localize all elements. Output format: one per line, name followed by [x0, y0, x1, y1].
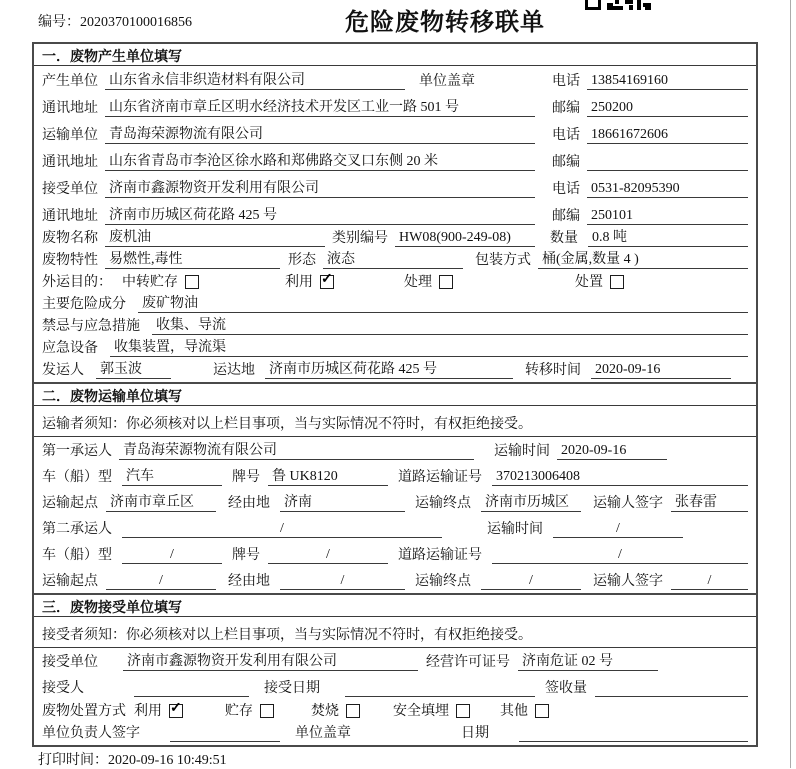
- license-label: 经营许可证号: [426, 655, 510, 670]
- receiver-date2-value: [519, 741, 748, 742]
- producer-phone-label: 电话: [552, 74, 580, 89]
- transfer-time-label: 转移时间: [525, 363, 581, 378]
- vehicle2-label: 车（船）型: [42, 548, 112, 563]
- manager-sign-value: [170, 741, 280, 742]
- transfer-time-value: 2020-09-16: [591, 362, 731, 379]
- purpose-option-2-checkbox: [439, 275, 453, 289]
- purpose-option-2-label: 处理: [404, 275, 432, 290]
- transport-phone-label: 电话: [552, 128, 580, 143]
- via2-label: 经由地: [228, 574, 270, 589]
- producer-phone-value: 13854169160: [587, 73, 748, 90]
- disposal-option-3-checkbox: [456, 704, 470, 718]
- manifest-table: [32, 42, 758, 747]
- origin2-value: /: [106, 573, 216, 590]
- receiver-person-label: 接受人: [42, 681, 84, 696]
- purpose-option-0-label: 中转贮存: [122, 275, 178, 290]
- destination-value: 济南市历城区荷花路 425 号: [265, 358, 513, 379]
- row-vehicle1: [34, 463, 756, 489]
- sign1-label: 运输人签字: [593, 496, 663, 511]
- category-value: HW08(900-249-08): [395, 230, 535, 247]
- end1-value: 济南市历城区: [481, 491, 581, 512]
- disposal-option-1-label: 贮存: [225, 704, 253, 719]
- equipment-label: 应急设备: [42, 341, 98, 356]
- character-value: 易燃性,毒性: [105, 248, 280, 269]
- row-route1: [34, 489, 756, 515]
- purpose-option-3-checkbox: [610, 275, 624, 289]
- row-waste-character: [34, 250, 756, 272]
- section-producer-header: 一．废物产生单位填写: [34, 44, 756, 66]
- carrier2-value: /: [122, 521, 442, 538]
- row-receive-address: [34, 201, 756, 228]
- receive-unit-label: 接受单位: [42, 182, 98, 197]
- taboo-value: 收集、导流: [152, 314, 748, 335]
- purpose-option-3-label: 处置: [575, 275, 603, 290]
- section-transport-header: 二．废物运输单位填写: [34, 384, 756, 406]
- row-waste-name: [34, 228, 756, 250]
- transport-zip-value: [587, 170, 748, 171]
- receive-unit-value: 济南市鑫源物资开发利用有限公司: [105, 177, 535, 198]
- receive-zip-label: 邮编: [552, 209, 580, 224]
- purpose-option-0-checkbox: [185, 275, 199, 289]
- row-purpose: [34, 272, 756, 294]
- packing-value: 桶(金属,数量 4 ): [538, 248, 748, 269]
- purpose-label: 外运目的：: [42, 275, 112, 290]
- producer-zip-value: 250200: [587, 100, 748, 117]
- permit2-label: 道路运输证号: [398, 548, 482, 563]
- serial-value: 2020370100016856: [80, 15, 192, 30]
- disposal-option-2-label: 焚烧: [311, 704, 339, 719]
- sign2-value: /: [671, 573, 748, 590]
- end1-label: 运输终点: [415, 496, 471, 511]
- transport-notice: [34, 406, 756, 437]
- vehicle2-value: /: [122, 547, 222, 564]
- shipper-value: 郭玉波: [96, 358, 171, 379]
- producer-address-value: 山东省济南市章丘区明水经济技术开发区工业一路 501 号: [105, 96, 535, 117]
- disposal-option-4-label: 其他: [500, 704, 528, 719]
- row-equipment: [34, 338, 756, 360]
- row-disposal: [34, 700, 756, 723]
- waste-name-label: 废物名称: [42, 231, 98, 246]
- receiver-seal-label: 单位盖章: [295, 726, 351, 741]
- via2-value: /: [280, 573, 405, 590]
- transport-notice-text: 运输者须知：你必须核对以上栏目事项，当与实际情况不符时，有权拒绝接受。: [42, 417, 532, 432]
- producer-zip-label: 邮编: [552, 101, 580, 116]
- section-receiver-header: 三．废物接受单位填写: [34, 595, 756, 617]
- transport-unit-label: 运输单位: [42, 128, 98, 143]
- receiver-unit-label: 接受单位: [42, 655, 98, 670]
- receive-zip-value: 250101: [587, 208, 748, 225]
- receive-amount-value: [595, 696, 748, 697]
- row-receiver-person: [34, 674, 756, 700]
- transport-phone-value: 18661672606: [587, 127, 748, 144]
- row-taboo: [34, 316, 756, 338]
- end2-value: /: [481, 573, 581, 590]
- transport-zip-label: 邮编: [552, 155, 580, 170]
- transport-address-label: 通讯地址: [42, 155, 98, 170]
- receiver-notice: [34, 617, 756, 648]
- section-transport: [34, 382, 756, 593]
- via1-label: 经由地: [228, 496, 270, 511]
- receive-date-label: 接受日期: [264, 681, 320, 696]
- time1-value: 2020-09-16: [557, 443, 667, 460]
- equipment-value: 收集装置，导流渠: [110, 336, 748, 357]
- receive-address-value: 济南市历城区荷花路 425 号: [105, 204, 535, 225]
- row-hazard: [34, 294, 756, 316]
- hazard-value: 废矿物油: [138, 292, 748, 313]
- receiver-notice-text: 接受者须知：你必须核对以上栏目事项，当与实际情况不符时，有权拒绝接受。: [42, 628, 532, 643]
- qr-code-fragment-icon: [585, 0, 651, 10]
- sign2-label: 运输人签字: [593, 574, 663, 589]
- origin1-label: 运输起点: [42, 496, 98, 511]
- row-manager-sign: [34, 723, 756, 745]
- receive-date-value: [345, 696, 535, 697]
- row-route2: [34, 567, 756, 593]
- row-vehicle2: [34, 541, 756, 567]
- form-label: 形态: [288, 253, 316, 268]
- manager-sign-label: 单位负责人签字: [42, 726, 140, 741]
- form-value: 液态: [323, 248, 463, 269]
- producer-address-label: 通讯地址: [42, 101, 98, 116]
- packing-label: 包装方式: [475, 253, 531, 268]
- row-producer-unit: [34, 66, 756, 93]
- row-producer-address: [34, 93, 756, 120]
- page-title: 危险废物转移联单: [345, 10, 545, 36]
- producer-seal-label: 单位盖章: [419, 74, 475, 89]
- producer-unit-label: 产生单位: [42, 74, 98, 89]
- purpose-option-1-label: 利用: [285, 275, 313, 290]
- disposal-option-2-checkbox: [346, 704, 360, 718]
- hazard-label: 主要危险成分: [42, 297, 126, 312]
- character-label: 废物特性: [42, 253, 98, 268]
- time1-label: 运输时间: [494, 444, 550, 459]
- origin2-label: 运输起点: [42, 574, 98, 589]
- transport-address-value: 山东省青岛市李沧区徐水路和郑佛路交叉口东侧 20 米: [105, 150, 535, 171]
- plate2-value: /: [268, 547, 388, 564]
- plate1-value: 鲁 UK8120: [268, 465, 388, 486]
- permit2-value: /: [492, 547, 748, 564]
- quantity-value: 0.8 吨: [588, 226, 748, 247]
- time2-value: /: [553, 521, 683, 538]
- license-value: 济南危证 02 号: [518, 650, 658, 671]
- row-carrier1: [34, 437, 756, 463]
- transport-unit-value: 青岛海荣源物流有限公司: [105, 123, 535, 144]
- page-edge-line: [790, 0, 791, 768]
- row-shipper: [34, 360, 756, 382]
- disposal-label: 废物处置方式: [42, 704, 126, 719]
- disposal-option-0-label: 利用: [134, 704, 162, 719]
- vehicle1-label: 车（船）型: [42, 470, 112, 485]
- purpose-option-1-checkbox: [320, 275, 334, 289]
- carrier2-label: 第二承运人: [42, 522, 112, 537]
- carrier1-value: 青岛海荣源物流有限公司: [119, 439, 474, 460]
- taboo-label: 禁忌与应急措施: [42, 319, 140, 334]
- print-time-label: 打印时间：: [38, 753, 108, 768]
- disposal-option-0-checkbox: [169, 704, 183, 718]
- time2-label: 运输时间: [487, 522, 543, 537]
- receive-amount-label: 签收量: [545, 681, 587, 696]
- document-header: [0, 0, 796, 40]
- plate2-label: 牌号: [232, 548, 260, 563]
- quantity-label: 数量: [550, 231, 578, 246]
- permit1-value: 370213006408: [492, 469, 748, 486]
- print-time-line: [38, 749, 227, 769]
- serial-label: 编号：: [38, 15, 80, 30]
- receiver-date2-label: 日期: [461, 726, 489, 741]
- receive-phone-value: 0531-82095390: [587, 181, 748, 198]
- row-transport-address: [34, 147, 756, 174]
- producer-unit-value: 山东省永信非织造材料有限公司: [105, 69, 405, 90]
- receiver-person-value: [134, 696, 249, 697]
- shipper-label: 发运人: [42, 363, 84, 378]
- carrier1-label: 第一承运人: [42, 444, 112, 459]
- destination-label: 运达地: [213, 363, 255, 378]
- print-time-value: 2020-09-16 10:49:51: [108, 753, 227, 768]
- row-carrier2: [34, 515, 756, 541]
- category-label: 类别编号: [332, 231, 388, 246]
- vehicle1-value: 汽车: [122, 465, 222, 486]
- disposal-option-4-checkbox: [535, 704, 549, 718]
- sign1-value: 张春雷: [671, 491, 748, 512]
- origin1-value: 济南市章丘区: [106, 491, 216, 512]
- via1-value: 济南: [280, 491, 405, 512]
- receive-address-label: 通讯地址: [42, 209, 98, 224]
- disposal-option-1-checkbox: [260, 704, 274, 718]
- receive-phone-label: 电话: [552, 182, 580, 197]
- row-receive-unit: [34, 174, 756, 201]
- plate1-label: 牌号: [232, 470, 260, 485]
- row-receiver-unit: [34, 648, 756, 674]
- end2-label: 运输终点: [415, 574, 471, 589]
- row-transport-unit: [34, 120, 756, 147]
- section-producer: [34, 44, 756, 382]
- section-receiver: [34, 593, 756, 745]
- disposal-option-3-label: 安全填埋: [393, 704, 449, 719]
- receiver-unit-value: 济南市鑫源物资开发利用有限公司: [123, 650, 418, 671]
- waste-name-value: 废机油: [105, 226, 325, 247]
- permit1-label: 道路运输证号: [398, 470, 482, 485]
